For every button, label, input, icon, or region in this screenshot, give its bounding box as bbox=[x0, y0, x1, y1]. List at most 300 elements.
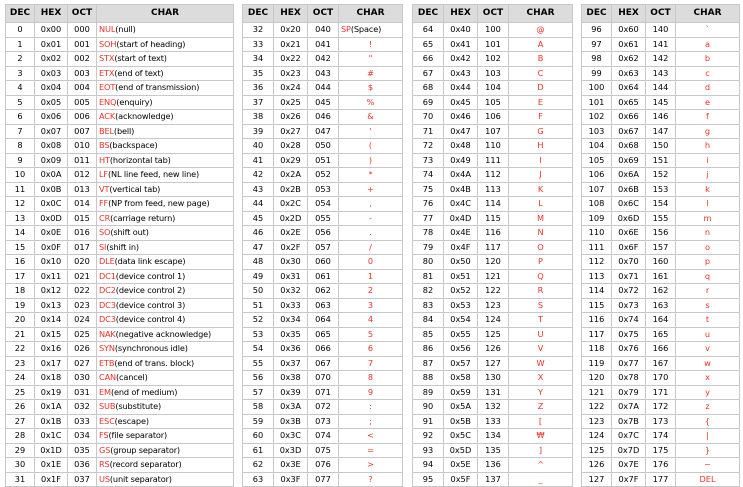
hex-cell: 0x6A bbox=[612, 168, 646, 183]
hex-cell: 0x51 bbox=[444, 269, 478, 284]
hex-cell: 0x79 bbox=[612, 385, 646, 400]
dec-cell: 73 bbox=[413, 153, 444, 168]
hex-cell: 0x20 bbox=[274, 23, 308, 38]
oct-cell: 162 bbox=[646, 284, 676, 299]
table-row bbox=[413, 226, 573, 241]
char-symbol: e bbox=[704, 96, 711, 107]
hex-cell: 0x55 bbox=[444, 327, 478, 342]
dec-cell: 36 bbox=[243, 81, 274, 96]
char-description: (vertical tab) bbox=[109, 183, 161, 194]
table-row bbox=[243, 400, 403, 415]
char-symbol: R bbox=[537, 285, 544, 296]
oct-cell: 055 bbox=[308, 211, 339, 226]
dec-cell: 93 bbox=[413, 443, 444, 458]
table-row bbox=[582, 37, 740, 52]
char-symbol: VT bbox=[99, 183, 110, 194]
oct-cell: 124 bbox=[478, 313, 509, 328]
dec-cell: 65 bbox=[413, 37, 444, 52]
table-row bbox=[413, 313, 573, 328]
char-description: (escape) bbox=[114, 415, 149, 426]
char-symbol: 4 bbox=[367, 314, 374, 325]
char-cell bbox=[339, 23, 403, 38]
oct-cell: 007 bbox=[68, 124, 97, 139]
char-symbol: " bbox=[368, 53, 373, 64]
table-row bbox=[6, 269, 234, 284]
char-cell bbox=[97, 472, 234, 487]
table-row bbox=[243, 37, 403, 52]
table-row bbox=[243, 95, 403, 110]
char-symbol: S bbox=[537, 299, 544, 310]
char-description: (device control 2) bbox=[115, 285, 186, 296]
char-symbol: 0 bbox=[367, 256, 374, 267]
col-header-char: CHAR bbox=[676, 5, 740, 23]
char-cell bbox=[676, 211, 740, 226]
char-cell bbox=[339, 472, 403, 487]
char-symbol: / bbox=[369, 241, 372, 252]
hex-cell: 0x2E bbox=[274, 226, 308, 241]
oct-cell: 105 bbox=[478, 95, 509, 110]
dec-cell: 68 bbox=[413, 81, 444, 96]
char-cell bbox=[339, 153, 403, 168]
char-symbol: . bbox=[369, 227, 372, 238]
char-symbol: ) bbox=[368, 154, 373, 165]
oct-cell: 003 bbox=[68, 66, 97, 81]
char-symbol: Z bbox=[537, 401, 544, 412]
dec-cell: 8 bbox=[6, 139, 35, 154]
col-header-dec: DEC bbox=[413, 5, 444, 23]
char-cell bbox=[97, 255, 234, 270]
char-symbol: GS bbox=[99, 444, 111, 455]
hex-cell: 0x45 bbox=[444, 95, 478, 110]
char-symbol: h bbox=[704, 140, 711, 151]
oct-cell: 115 bbox=[478, 211, 509, 226]
dec-cell: 118 bbox=[582, 342, 612, 357]
hex-cell: 0x1A bbox=[35, 400, 68, 415]
hex-cell: 0x38 bbox=[274, 371, 308, 386]
table-row bbox=[243, 23, 403, 38]
char-symbol: ' bbox=[369, 125, 372, 136]
hex-cell: 0x4F bbox=[444, 240, 478, 255]
hex-cell: 0x5A bbox=[444, 400, 478, 415]
table-row bbox=[6, 342, 234, 357]
oct-cell: 025 bbox=[68, 327, 97, 342]
dec-cell: 56 bbox=[243, 371, 274, 386]
hex-cell: 0x02 bbox=[35, 52, 68, 67]
table-row bbox=[413, 168, 573, 183]
char-cell bbox=[339, 429, 403, 444]
char-cell bbox=[509, 139, 573, 154]
table-row bbox=[6, 400, 234, 415]
hex-cell: 0x17 bbox=[35, 356, 68, 371]
char-cell bbox=[676, 385, 740, 400]
char-cell bbox=[509, 81, 573, 96]
dec-cell: 19 bbox=[6, 298, 35, 313]
dec-cell: 110 bbox=[582, 226, 612, 241]
table-row bbox=[6, 443, 234, 458]
dec-cell: 33 bbox=[243, 37, 274, 52]
char-cell bbox=[97, 356, 234, 371]
char-symbol: } bbox=[704, 444, 711, 455]
hex-cell: 0x15 bbox=[35, 327, 68, 342]
char-cell bbox=[339, 81, 403, 96]
char-cell bbox=[676, 124, 740, 139]
char-cell bbox=[509, 255, 573, 270]
dec-cell: 123 bbox=[582, 414, 612, 429]
char-symbol: DLE bbox=[99, 256, 115, 267]
hex-cell: 0x44 bbox=[444, 81, 478, 96]
dec-cell: 5 bbox=[6, 95, 35, 110]
char-cell bbox=[509, 356, 573, 371]
dec-cell: 72 bbox=[413, 139, 444, 154]
char-cell bbox=[509, 211, 573, 226]
oct-cell: 135 bbox=[478, 443, 509, 458]
char-symbol: P bbox=[538, 256, 543, 267]
oct-cell: 035 bbox=[68, 443, 97, 458]
hex-cell: 0x05 bbox=[35, 95, 68, 110]
dec-cell: 20 bbox=[6, 313, 35, 328]
char-symbol: EM bbox=[99, 386, 111, 397]
dec-cell: 10 bbox=[6, 168, 35, 183]
oct-cell: 011 bbox=[68, 153, 97, 168]
oct-cell: 062 bbox=[308, 284, 339, 299]
hex-cell: 0x2F bbox=[274, 240, 308, 255]
oct-cell: 060 bbox=[308, 255, 339, 270]
dec-cell: 109 bbox=[582, 211, 612, 226]
char-cell bbox=[339, 269, 403, 284]
oct-cell: 044 bbox=[308, 81, 339, 96]
dec-cell: 96 bbox=[582, 23, 612, 38]
char-cell bbox=[676, 182, 740, 197]
char-cell bbox=[676, 255, 740, 270]
hex-cell: 0x13 bbox=[35, 298, 68, 313]
table-row bbox=[582, 197, 740, 212]
char-description: (backspace) bbox=[109, 140, 158, 151]
hex-cell: 0x30 bbox=[274, 255, 308, 270]
char-symbol: d bbox=[704, 82, 711, 93]
char-symbol: CR bbox=[99, 212, 111, 223]
dec-cell: 82 bbox=[413, 284, 444, 299]
dec-cell: 51 bbox=[243, 298, 274, 313]
oct-cell: 166 bbox=[646, 342, 676, 357]
table-row bbox=[582, 153, 740, 168]
char-cell bbox=[97, 226, 234, 241]
oct-cell: 145 bbox=[646, 95, 676, 110]
table-row bbox=[582, 429, 740, 444]
dec-cell: 29 bbox=[6, 443, 35, 458]
dec-cell: 108 bbox=[582, 197, 612, 212]
char-cell bbox=[509, 110, 573, 125]
char-symbol: US bbox=[99, 473, 110, 484]
char-symbol: K bbox=[537, 183, 544, 194]
table-row bbox=[582, 81, 740, 96]
oct-cell: 067 bbox=[308, 356, 339, 371]
char-cell bbox=[97, 327, 234, 342]
char-description: (start of heading) bbox=[116, 38, 186, 49]
hex-cell: 0x1D bbox=[35, 443, 68, 458]
dec-cell: 16 bbox=[6, 255, 35, 270]
char-symbol: + bbox=[367, 183, 374, 194]
char-cell bbox=[509, 298, 573, 313]
table-body bbox=[243, 23, 403, 487]
table-row bbox=[6, 472, 234, 487]
char-cell bbox=[339, 66, 403, 81]
hex-cell: 0x66 bbox=[612, 110, 646, 125]
char-cell bbox=[339, 37, 403, 52]
dec-cell: 44 bbox=[243, 197, 274, 212]
table-row bbox=[243, 298, 403, 313]
hex-cell: 0x7C bbox=[612, 429, 646, 444]
oct-cell: 133 bbox=[478, 414, 509, 429]
dec-cell: 99 bbox=[582, 66, 612, 81]
table-row bbox=[243, 472, 403, 487]
oct-cell: 016 bbox=[68, 226, 97, 241]
char-symbol: DC1 bbox=[99, 270, 116, 281]
table-row bbox=[582, 23, 740, 38]
hex-cell: 0x32 bbox=[274, 284, 308, 299]
dec-cell: 91 bbox=[413, 414, 444, 429]
oct-cell: 073 bbox=[308, 414, 339, 429]
oct-cell: 033 bbox=[68, 414, 97, 429]
col-header-char: CHAR bbox=[339, 5, 403, 23]
char-cell bbox=[97, 52, 234, 67]
table-row bbox=[413, 400, 573, 415]
hex-cell: 0x3E bbox=[274, 458, 308, 473]
char-description: (Space) bbox=[350, 24, 382, 35]
header-row bbox=[6, 5, 234, 23]
char-symbol: ETB bbox=[99, 357, 115, 368]
oct-cell: 137 bbox=[478, 472, 509, 487]
table-row bbox=[582, 298, 740, 313]
char-symbol: 1 bbox=[367, 270, 374, 281]
char-cell bbox=[97, 110, 234, 125]
char-symbol: Q bbox=[537, 270, 544, 281]
hex-cell: 0x21 bbox=[274, 37, 308, 52]
oct-cell: 051 bbox=[308, 153, 339, 168]
oct-cell: 120 bbox=[478, 255, 509, 270]
char-cell bbox=[676, 168, 740, 183]
dec-cell: 125 bbox=[582, 443, 612, 458]
table-row bbox=[6, 284, 234, 299]
dec-cell: 120 bbox=[582, 371, 612, 386]
dec-cell: 55 bbox=[243, 356, 274, 371]
char-symbol: EOT bbox=[99, 82, 116, 93]
table-row bbox=[413, 81, 573, 96]
char-cell bbox=[97, 37, 234, 52]
char-cell bbox=[339, 240, 403, 255]
table-row bbox=[413, 153, 573, 168]
char-cell bbox=[339, 124, 403, 139]
char-symbol: ] bbox=[538, 444, 543, 455]
char-symbol: DEL bbox=[699, 473, 716, 484]
oct-cell: 152 bbox=[646, 168, 676, 183]
table-row bbox=[413, 95, 573, 110]
char-symbol: ^ bbox=[537, 459, 544, 470]
dec-cell: 113 bbox=[582, 269, 612, 284]
char-symbol: w bbox=[704, 357, 711, 368]
oct-cell: 012 bbox=[68, 168, 97, 183]
char-description: (acknowledge) bbox=[115, 111, 174, 122]
dec-cell: 126 bbox=[582, 458, 612, 473]
table-row bbox=[243, 429, 403, 444]
char-description: (cancel) bbox=[116, 372, 148, 383]
dec-cell: 124 bbox=[582, 429, 612, 444]
hex-cell: 0x0A bbox=[35, 168, 68, 183]
hex-cell: 0x3B bbox=[274, 414, 308, 429]
dec-cell: 83 bbox=[413, 298, 444, 313]
hex-cell: 0x1C bbox=[35, 429, 68, 444]
hex-cell: 0x67 bbox=[612, 124, 646, 139]
char-cell bbox=[339, 356, 403, 371]
header-row bbox=[582, 5, 740, 23]
char-cell bbox=[509, 371, 573, 386]
dec-cell: 106 bbox=[582, 168, 612, 183]
table-row bbox=[6, 313, 234, 328]
table-row bbox=[243, 66, 403, 81]
dec-cell: 104 bbox=[582, 139, 612, 154]
table-row bbox=[6, 429, 234, 444]
char-symbol: < bbox=[367, 430, 374, 441]
hex-cell: 0x4C bbox=[444, 197, 478, 212]
char-symbol: ! bbox=[368, 38, 373, 49]
char-cell bbox=[676, 95, 740, 110]
table-row bbox=[6, 356, 234, 371]
table-row bbox=[413, 414, 573, 429]
char-symbol: a bbox=[704, 38, 711, 49]
oct-cell: 143 bbox=[646, 66, 676, 81]
char-cell bbox=[97, 139, 234, 154]
char-symbol: DC3 bbox=[99, 314, 116, 325]
table-row bbox=[243, 313, 403, 328]
char-symbol: 2 bbox=[367, 285, 374, 296]
table-row bbox=[582, 240, 740, 255]
table-row bbox=[243, 269, 403, 284]
char-cell bbox=[676, 429, 740, 444]
oct-cell: 034 bbox=[68, 429, 97, 444]
char-cell bbox=[97, 81, 234, 96]
table-body bbox=[6, 23, 234, 487]
char-symbol: b bbox=[704, 53, 711, 64]
char-cell bbox=[339, 95, 403, 110]
dec-cell: 9 bbox=[6, 153, 35, 168]
char-cell bbox=[339, 211, 403, 226]
oct-cell: 170 bbox=[646, 371, 676, 386]
char-symbol: N bbox=[537, 227, 544, 238]
table-row bbox=[243, 327, 403, 342]
char-symbol: g bbox=[704, 125, 711, 136]
char-symbol: SI bbox=[99, 241, 107, 252]
char-cell bbox=[676, 298, 740, 313]
oct-cell: 121 bbox=[478, 269, 509, 284]
oct-cell: 002 bbox=[68, 52, 97, 67]
hex-cell: 0x04 bbox=[35, 81, 68, 96]
hex-cell: 0x07 bbox=[35, 124, 68, 139]
char-symbol: ; bbox=[369, 415, 372, 426]
dec-cell: 6 bbox=[6, 110, 35, 125]
oct-cell: 126 bbox=[478, 342, 509, 357]
table-row bbox=[243, 255, 403, 270]
char-cell bbox=[97, 371, 234, 386]
char-cell bbox=[509, 182, 573, 197]
char-description: (substitute) bbox=[115, 401, 161, 412]
dec-cell: 81 bbox=[413, 269, 444, 284]
char-symbol: B bbox=[537, 53, 544, 64]
dec-cell: 39 bbox=[243, 124, 274, 139]
hex-cell: 0x41 bbox=[444, 37, 478, 52]
char-cell bbox=[509, 385, 573, 400]
table-row bbox=[582, 255, 740, 270]
char-symbol: H bbox=[537, 140, 544, 151]
hex-cell: 0x3A bbox=[274, 400, 308, 415]
hex-cell: 0x12 bbox=[35, 284, 68, 299]
oct-cell: 076 bbox=[308, 458, 339, 473]
table-row bbox=[243, 342, 403, 357]
dec-cell: 74 bbox=[413, 168, 444, 183]
hex-cell: 0x5C bbox=[444, 429, 478, 444]
hex-cell: 0x01 bbox=[35, 37, 68, 52]
table-row bbox=[243, 443, 403, 458]
char-cell bbox=[509, 226, 573, 241]
char-cell bbox=[509, 443, 573, 458]
char-symbol: T bbox=[537, 314, 543, 325]
char-symbol: A bbox=[537, 38, 544, 49]
dec-cell: 100 bbox=[582, 81, 612, 96]
hex-cell: 0x74 bbox=[612, 313, 646, 328]
hex-cell: 0x7F bbox=[612, 472, 646, 487]
char-cell bbox=[676, 327, 740, 342]
char-symbol: DC2 bbox=[99, 285, 116, 296]
char-cell bbox=[676, 37, 740, 52]
hex-cell: 0x2A bbox=[274, 168, 308, 183]
table-row bbox=[413, 124, 573, 139]
char-symbol: ENQ bbox=[99, 96, 117, 107]
oct-cell: 066 bbox=[308, 342, 339, 357]
oct-cell: 017 bbox=[68, 240, 97, 255]
dec-cell: 61 bbox=[243, 443, 274, 458]
oct-cell: 036 bbox=[68, 458, 97, 473]
dec-cell: 49 bbox=[243, 269, 274, 284]
hex-cell: 0x43 bbox=[444, 66, 478, 81]
table-row bbox=[243, 284, 403, 299]
dec-cell: 45 bbox=[243, 211, 274, 226]
dec-cell: 35 bbox=[243, 66, 274, 81]
dec-cell: 47 bbox=[243, 240, 274, 255]
char-symbol: c bbox=[705, 67, 710, 78]
dec-cell: 31 bbox=[6, 472, 35, 487]
table-row bbox=[243, 139, 403, 154]
oct-cell: 114 bbox=[478, 197, 509, 212]
ascii-table-0 bbox=[5, 4, 234, 487]
table-row bbox=[582, 52, 740, 67]
hex-cell: 0x4A bbox=[444, 168, 478, 183]
table-row bbox=[413, 298, 573, 313]
oct-cell: 103 bbox=[478, 66, 509, 81]
table-row bbox=[6, 139, 234, 154]
dec-cell: 41 bbox=[243, 153, 274, 168]
char-cell bbox=[509, 269, 573, 284]
char-symbol: $ bbox=[367, 82, 374, 93]
hex-cell: 0x48 bbox=[444, 139, 478, 154]
oct-cell: 113 bbox=[478, 182, 509, 197]
hex-cell: 0x1E bbox=[35, 458, 68, 473]
char-cell bbox=[509, 284, 573, 299]
char-cell bbox=[676, 313, 740, 328]
oct-cell: 031 bbox=[68, 385, 97, 400]
table-row bbox=[243, 182, 403, 197]
col-header-dec: DEC bbox=[582, 5, 612, 23]
table-row bbox=[6, 240, 234, 255]
char-symbol: q bbox=[704, 270, 711, 281]
dec-cell: 87 bbox=[413, 356, 444, 371]
